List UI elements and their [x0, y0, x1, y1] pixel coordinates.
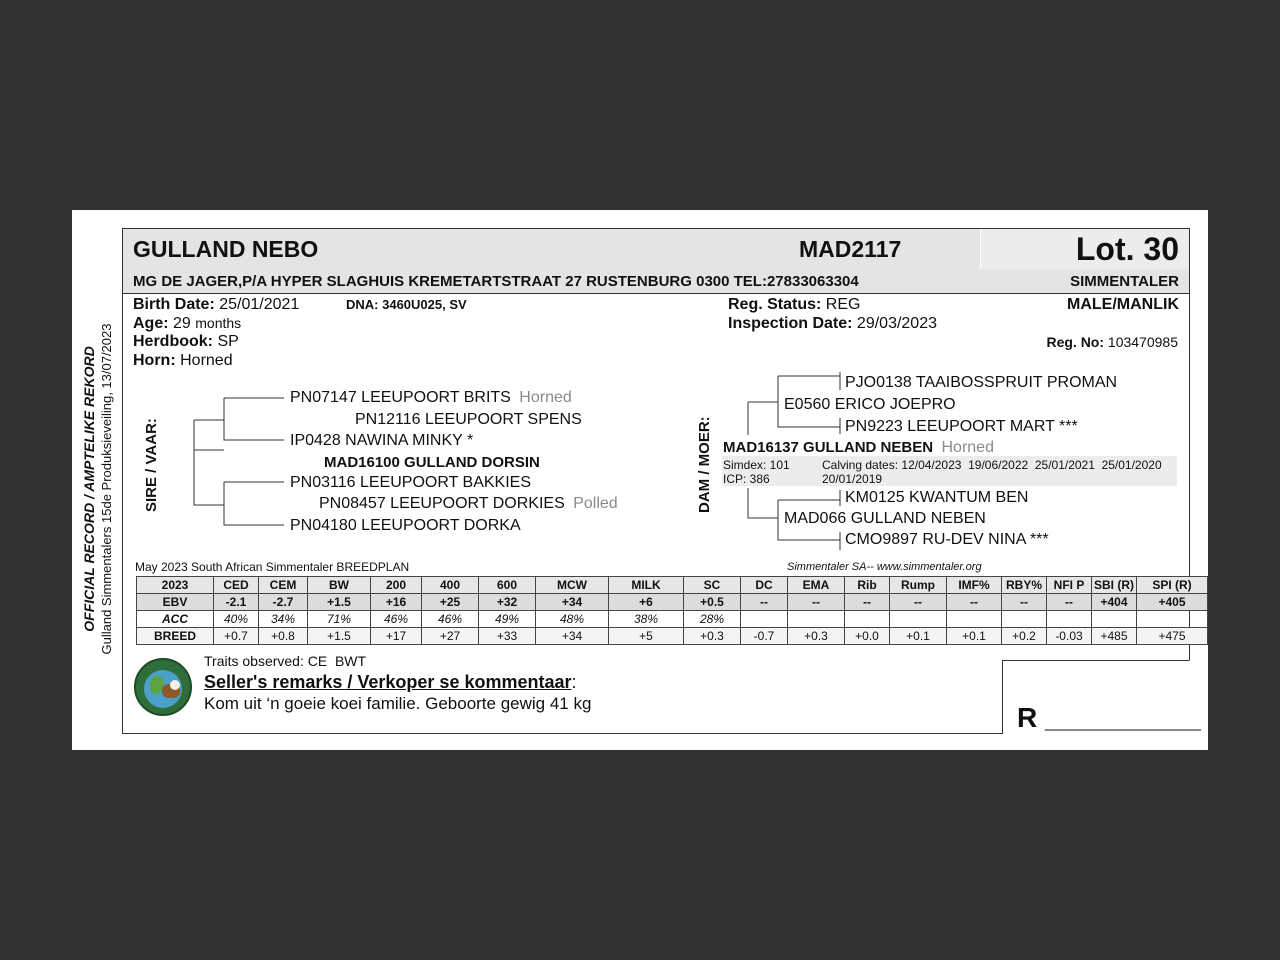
reg-number: Reg. No: 103470985	[1046, 334, 1178, 350]
breedplan-cell: +33	[479, 628, 536, 645]
breedplan-column-header: CED	[214, 577, 259, 594]
breedplan-cell	[1002, 611, 1047, 628]
breedplan-cell: 28%	[684, 611, 741, 628]
breedplan-title: May 2023 South African Simmentaler BREEDPLAN	[135, 560, 410, 574]
sire-dam-dam: PN04180 LEEUPOORT DORKA	[290, 517, 521, 534]
breedplan-header-row	[137, 577, 1208, 594]
breedplan-site: Simmentaler SA-- www.simmentaler.org	[787, 561, 982, 573]
sex-label: MALE/MANLIK	[1067, 296, 1179, 313]
breedplan-cell: +1.5	[308, 628, 371, 645]
dam-dam-dam: CMO9897 RU-DEV NINA ***	[845, 531, 1049, 548]
breedplan-cell: --	[947, 594, 1002, 611]
breedplan-cell: -0.03	[1047, 628, 1092, 645]
breedplan-cell: 49%	[479, 611, 536, 628]
breedplan-cell: +0.2	[1002, 628, 1047, 645]
breedplan-row-breed	[137, 628, 1208, 645]
dam-dam-sire: KM0125 KWANTUM BEN	[845, 489, 1029, 506]
breedplan-cell: 38%	[609, 611, 684, 628]
breedplan-cell	[1092, 611, 1137, 628]
dam-dam: MAD066 GULLAND NEBEN	[784, 510, 986, 527]
animal-code: MAD2117	[799, 236, 902, 262]
breedplan-column-header: CEM	[259, 577, 308, 594]
sire-dam-sire: PN08457 LEEUPOORT DORKIES Polled	[319, 495, 618, 512]
breedplan-cell: +0.1	[890, 628, 947, 645]
breedplan-column-header: MCW	[536, 577, 609, 594]
breedplan-cell: +5	[609, 628, 684, 645]
breedplan-cell: +405	[1137, 594, 1208, 611]
breedplan-column-header: 2023	[137, 577, 214, 594]
remarks-heading: Seller's remarks / Verkoper se kommentaar:	[204, 672, 577, 692]
header-bar	[122, 228, 1190, 270]
breedplan-column-header: IMF%	[947, 577, 1002, 594]
breedplan-cell: +0.8	[259, 628, 308, 645]
breedplan-cell: --	[1002, 594, 1047, 611]
lot-box	[980, 229, 1189, 269]
inspection-date: Inspection Date: 29/03/2023	[728, 315, 937, 332]
breedplan-column-header: SBI (R)	[1092, 577, 1137, 594]
horn: Horn: Horned	[133, 352, 233, 369]
dna-info: DNA: 3460U025, SV	[346, 297, 467, 312]
breedplan-cell: --	[890, 594, 947, 611]
traits-observed: Traits observed: CE BWT	[204, 653, 367, 669]
breedplan-column-header: SC	[684, 577, 741, 594]
breedplan-cell: 46%	[371, 611, 422, 628]
breedplan-cell: +34	[536, 594, 609, 611]
dam-name-row: MAD16137 GULLAND NEBEN Horned	[723, 439, 994, 456]
breedplan-column-header: MILK	[609, 577, 684, 594]
sire-sire: PN07147 LEEUPOORT BRITS Horned	[290, 389, 572, 406]
auction-label: Gulland Simmentalers 15de Produksieveiling, 13/07/2023	[99, 323, 114, 655]
breedplan-cell: -2.1	[214, 594, 259, 611]
breedplan-row-label: ACC	[137, 611, 214, 628]
breedplan-cell: +27	[422, 628, 479, 645]
breedplan-cell	[788, 611, 845, 628]
breedplan-cell: -2.7	[259, 594, 308, 611]
sire-sire-sire: PN12116 LEEUPOORT SPENS	[355, 411, 582, 428]
breedplan-cell: 48%	[536, 611, 609, 628]
lot-card	[72, 210, 1208, 750]
breedplan-cell: +34	[536, 628, 609, 645]
breedplan-cell: --	[1047, 594, 1092, 611]
breedplan-cell: +25	[422, 594, 479, 611]
breedplan-cell	[947, 611, 1002, 628]
dam-label: DAM / MOER:	[696, 416, 713, 513]
breedplan-cell: --	[788, 594, 845, 611]
breedplan-column-header: Rump	[890, 577, 947, 594]
breedplan-row-acc	[137, 611, 1208, 628]
animal-name: GULLAND NEBO	[133, 236, 319, 262]
dam-calving-dates: Calving dates: 12/04/2023 19/06/2022 25/01/2021 25/01/2020	[822, 458, 1162, 472]
breedplan-cell: +0.3	[684, 628, 741, 645]
breedplan-cell: +485	[1092, 628, 1137, 645]
remarks-text: Kom uit ‘n goeie koei familie. Geboorte gewig 41 kg	[204, 694, 592, 713]
breedplan-cell: +404	[1092, 594, 1137, 611]
breedplan-cell	[1047, 611, 1092, 628]
breedplan-cell: --	[845, 594, 890, 611]
price-field[interactable]: R __________	[1017, 702, 1201, 733]
birth-date: Birth Date: 25/01/2021	[133, 296, 300, 313]
dam-sire-dam: PN9223 LEEUPOORT MART ***	[845, 418, 1078, 435]
official-record-label: OFFICIAL RECORD / AMPTELIKE REKORD	[81, 346, 97, 632]
dam-icp: ICP: 386	[723, 472, 770, 486]
breedplan-column-header: 200	[371, 577, 422, 594]
breedplan-column-header: BW	[308, 577, 371, 594]
breedplan-cell: +0.0	[845, 628, 890, 645]
breedplan-cell	[741, 611, 788, 628]
breedplan-cell: +17	[371, 628, 422, 645]
breedplan-cell: 46%	[422, 611, 479, 628]
dam-sire: E0560 ERICO JOEPRO	[784, 396, 956, 413]
breedplan-cell: +16	[371, 594, 422, 611]
sire-label: SIRE / VAAR:	[143, 418, 160, 512]
herdbook: Herdbook: SP	[133, 333, 239, 350]
breedplan-column-header: RBY%	[1002, 577, 1047, 594]
breedplan-cell: +0.1	[947, 628, 1002, 645]
dam-simdex: Simdex: 101	[723, 458, 790, 472]
reg-status: Reg. Status: REG	[728, 296, 861, 313]
breedplan-column-header: SPI (R)	[1137, 577, 1208, 594]
breedplan-column-header: 600	[479, 577, 536, 594]
breedplan-column-header: NFI P	[1047, 577, 1092, 594]
breedplan-row-label: BREED	[137, 628, 214, 645]
breedplan-cell: +6	[609, 594, 684, 611]
age: Age: 29 months	[133, 315, 242, 332]
sire-dam: PN03116 LEEUPOORT BAKKIES	[290, 474, 532, 491]
breedplan-table	[136, 576, 1208, 645]
lot-number: Lot. 30	[1075, 231, 1179, 267]
breedplan-column-header: DC	[741, 577, 788, 594]
breedplan-column-header: 400	[422, 577, 479, 594]
breedplan-cell: +0.3	[788, 628, 845, 645]
breedplan-cell: -0.7	[741, 628, 788, 645]
owner-bar	[122, 269, 1190, 294]
sire-sire-dam: IP0428 NAWINA MINKY *	[290, 432, 474, 449]
breedplan-cell: 40%	[214, 611, 259, 628]
breedplan-cell	[1137, 611, 1208, 628]
breedplan-row-label: EBV	[137, 594, 214, 611]
breedplan-column-header: EMA	[788, 577, 845, 594]
breedplan-cell	[890, 611, 947, 628]
breedplan-row-ebv	[137, 594, 1208, 611]
breedplan-cell: +1.5	[308, 594, 371, 611]
breedplan-cell: +475	[1137, 628, 1208, 645]
breedplan-column-header: Rib	[845, 577, 890, 594]
breed-label: SIMMENTALER	[1070, 273, 1179, 290]
dam-calving-dates-2: 20/01/2019	[822, 472, 883, 486]
breedplan-cell: 34%	[259, 611, 308, 628]
breedplan-cell: +0.5	[684, 594, 741, 611]
breedplan-cell: +0.7	[214, 628, 259, 645]
simmentaler-logo	[134, 658, 192, 716]
breedplan-cell: --	[741, 594, 788, 611]
sire-name: MAD16100 GULLAND DORSIN	[324, 454, 540, 471]
owner-address: MG DE JAGER,P/A HYPER SLAGHUIS KREMETARTSTRAAT 27 RUSTENBURG 0300 TEL:27833063304	[133, 273, 859, 290]
dam-sire-sire: PJO0138 TAAIBOSSPRUIT PROMAN	[845, 374, 1118, 391]
breedplan-cell	[845, 611, 890, 628]
breedplan-cell: +32	[479, 594, 536, 611]
breedplan-cell: 71%	[308, 611, 371, 628]
dam-info-box	[722, 456, 1177, 486]
